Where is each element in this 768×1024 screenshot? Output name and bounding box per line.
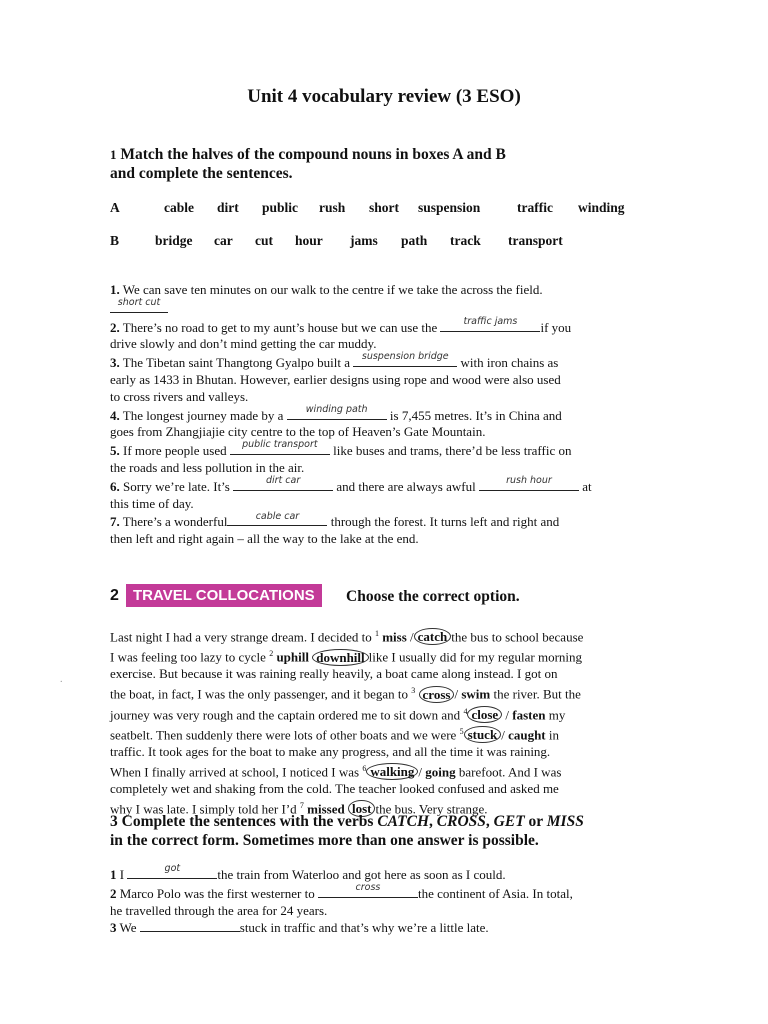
sentence-number: 1 xyxy=(110,867,117,882)
exercise-3-sentences xyxy=(110,865,658,937)
exercise-1-heading-line-2: and complete the sentences. xyxy=(110,165,293,182)
option[interactable]: fasten xyxy=(512,706,546,722)
sentence-text: at xyxy=(582,478,592,494)
sentence-1 xyxy=(110,282,650,299)
sentence-number: 2. xyxy=(110,319,120,335)
option[interactable]: going xyxy=(425,764,456,780)
exercise-1-number: 1 xyxy=(110,147,117,162)
sentence-number: 5. xyxy=(110,443,120,459)
option[interactable]: swim xyxy=(461,686,491,702)
sentence-5 xyxy=(110,441,650,460)
sentence-text: If more people used xyxy=(123,443,227,459)
box-b-word: bridge xyxy=(155,233,193,248)
sentence-text: the continent of Asia. In total, xyxy=(417,885,573,901)
exercise-2-paragraph xyxy=(110,626,658,818)
exercise-1-sentences xyxy=(110,282,650,548)
option-circled[interactable]: downhill xyxy=(312,649,368,666)
text: the boat, in fact, I was the only passenger, and it began to xyxy=(110,686,409,702)
handwritten-answer: public transport xyxy=(242,439,318,451)
handwritten-answer: winding path xyxy=(305,403,368,415)
gap-number: 6 xyxy=(362,763,367,773)
verb: CROSS xyxy=(436,813,486,830)
paragraph-line: Last night I had a very strange dream. I decided to $^1$ miss / catch the bus to school because xyxy=(110,629,584,645)
sentence-text: The Tibetan saint Thangtong Gyalpo built a xyxy=(122,355,351,371)
sentence-2-line-2: drive slowly and don’t mind getting the car muddy. xyxy=(110,336,377,352)
handwritten-answer: suspension bridge xyxy=(361,351,449,363)
box-b-label: B xyxy=(110,233,120,248)
sentence-number: 6. xyxy=(110,478,120,494)
handwritten-answer: rush hour xyxy=(506,474,552,486)
paragraph-line: When I finally arrived at school, I noticed I was $^6$ walking / going barefoot. And I was xyxy=(110,763,562,780)
verb: MISS xyxy=(546,813,584,830)
option[interactable]: miss xyxy=(382,629,407,645)
gap-number: 2 xyxy=(269,649,274,659)
sentence-2 xyxy=(110,884,658,903)
answer-field[interactable] xyxy=(287,403,387,420)
box-b-word: transport xyxy=(508,233,563,248)
exercise-3-heading-line-2: in the correct form. Sometimes more than one answer is possible. xyxy=(110,832,539,849)
answer-field[interactable] xyxy=(230,441,330,455)
answer-field[interactable] xyxy=(318,884,418,898)
text: the bus to school because xyxy=(451,629,584,645)
box-a-word: traffic xyxy=(517,200,553,215)
sentence-3-line-2: early as 1433 in Bhutan. However, earlier designs using rope and wood were also used xyxy=(110,371,561,387)
box-b-word: hour xyxy=(295,233,323,248)
verb: GET xyxy=(493,813,525,830)
sentence-text: The longest journey made by a xyxy=(122,407,284,423)
option[interactable]: missed xyxy=(307,801,345,817)
text: or xyxy=(528,813,543,830)
option[interactable]: uphill xyxy=(276,649,309,665)
sentence-text: through the forest. It turns left and right and xyxy=(330,514,560,530)
exercise-3-heading: 3 Complete the sentences with the verbs CATCH, CROSS, GET or MISS in the correct form. Sometimes more than one answer is possible. xyxy=(110,813,584,849)
sentence-text: There’s no road to get to my aunt’s house but we can use the xyxy=(122,319,438,335)
text: seatbelt. Then suddenly there were lots of other boats and we were xyxy=(110,727,457,743)
text: why I was late. I simply told her I’d xyxy=(110,801,297,817)
sentence-3 xyxy=(110,353,650,372)
box-a-word: dirt xyxy=(217,200,239,215)
text: like I usually did for my regular morning xyxy=(368,649,583,665)
text: the river. But the xyxy=(493,686,581,702)
sentence-7-line-2: then left and right again – all the way to the lake at the end. xyxy=(110,531,419,547)
sentence-7 xyxy=(110,512,650,531)
sentence-text: if you xyxy=(540,319,572,335)
answer-field[interactable] xyxy=(479,474,579,491)
paragraph-line: seatbelt. Then suddenly there were lots of other boats and we were $^5$ stuck / caught in xyxy=(110,726,559,743)
sentence-text: with iron chains as xyxy=(460,355,559,371)
paragraph-line: traffic. It took ages for the boat to make any progress, and all the time it was raining. xyxy=(110,744,551,760)
travel-collocations-badge: TRAVEL COLLOCATIONS xyxy=(126,584,322,607)
sentence-text: I xyxy=(119,867,125,882)
paragraph-line: completely wet and shaking from the cold. The teacher looked confused and asked me xyxy=(110,781,559,797)
handwritten-answer: short cut xyxy=(117,297,161,308)
exercise-1-heading-line-1: Match the halves of the compound nouns in boxes A and B xyxy=(120,146,506,163)
box-a-row xyxy=(0,200,768,218)
verb: CATCH xyxy=(377,813,430,830)
handwritten-answer: cross xyxy=(355,882,381,893)
sentence-number: 3 xyxy=(110,920,117,936)
text: When I finally arrived at school, I noticed I was xyxy=(110,764,360,780)
answer-field[interactable] xyxy=(233,474,333,491)
box-b-word: path xyxy=(401,233,428,248)
handwritten-answer: dirt car xyxy=(265,474,301,486)
text: Last night I had a very strange dream. I decided to xyxy=(110,629,372,645)
box-a-word: rush xyxy=(319,200,346,215)
sentence-2 xyxy=(110,315,650,337)
sentence-3 xyxy=(110,919,658,937)
box-b-word: cut xyxy=(255,233,273,248)
box-a-word: suspension xyxy=(418,200,481,215)
sentence-number: 7. xyxy=(110,514,120,530)
box-a-label: A xyxy=(110,200,120,215)
answer-field[interactable] xyxy=(127,865,217,879)
sentence-text: is 7,455 metres. It’s in China and xyxy=(389,407,562,423)
answer-field[interactable] xyxy=(353,353,457,367)
gap-number: 3 xyxy=(411,686,416,696)
sentence-1-answer-line xyxy=(110,299,650,318)
option-circled[interactable]: lost xyxy=(348,800,376,817)
sentence-2-line-2: he travelled through the area for 24 years. xyxy=(110,902,328,918)
handwritten-answer: cable car xyxy=(255,510,300,522)
box-a-word: public xyxy=(262,200,299,215)
text: my xyxy=(548,706,566,722)
paragraph-line: exercise. But because it was raining really heavily, a boat came along instead. I got on xyxy=(110,666,558,682)
sentence-number: 3. xyxy=(110,355,120,371)
gap-number: 5 xyxy=(459,726,464,736)
box-b-row xyxy=(0,233,768,251)
sentence-text: Marco Polo was the first westerner to xyxy=(119,885,315,901)
gap-number: 7 xyxy=(299,801,304,811)
text: the bus. Very strange. xyxy=(375,801,488,817)
exercise-1-heading xyxy=(110,145,506,183)
box-a-word: short xyxy=(369,200,399,215)
sentence-text: stuck in traffic and that’s why we’re a little late. xyxy=(239,920,489,936)
sentence-text: We xyxy=(119,920,137,936)
sentence-text: We can save ten minutes on our walk to the centre if we take the across the field. xyxy=(122,282,543,297)
exercise-2-instruction: Choose the correct option. xyxy=(346,588,520,605)
stray-mark: . xyxy=(60,674,63,685)
gap-number: 1 xyxy=(374,629,379,638)
sentence-6-line-2: this time of day. xyxy=(110,495,194,511)
box-b-word: track xyxy=(450,233,481,248)
sentence-5-line-2: the roads and less pollution in the air. xyxy=(110,459,305,475)
sentence-number: 2 xyxy=(110,885,117,901)
option-circled[interactable]: stuck xyxy=(464,726,502,743)
box-b-word: car xyxy=(214,233,233,248)
box-b-word: jams xyxy=(350,233,378,248)
option-circled[interactable]: cross xyxy=(419,686,455,703)
sentence-number: 1. xyxy=(110,282,120,297)
sentence-3-line-3: to cross rivers and valleys. xyxy=(110,388,249,404)
text: journey was very rough and the captain ordered me to sit down and xyxy=(110,706,461,722)
handwritten-answer: traffic jams xyxy=(463,315,518,327)
sentence-4 xyxy=(110,403,650,425)
option-circled[interactable]: walking xyxy=(366,763,418,780)
page-title: Unit 4 vocabulary review (3 ESO) xyxy=(247,86,521,107)
answer-field[interactable] xyxy=(440,315,540,332)
handwritten-answer: got xyxy=(164,863,181,875)
box-a-word: winding xyxy=(578,200,625,215)
answer-field[interactable] xyxy=(227,512,327,526)
text: in xyxy=(548,727,559,743)
sentence-number: 4. xyxy=(110,407,120,423)
text: I was feeling too lazy to cycle xyxy=(110,649,266,665)
answer-field[interactable] xyxy=(140,919,240,932)
paragraph-line: the boat, in fact, I was the only passenger, and it began to $^3$ cross / swim the river. But the xyxy=(110,686,581,702)
sentence-4-line-2: goes from Zhangjiajie city centre to the top of Heaven’s Gate Mountain. xyxy=(110,424,486,440)
exercise-2-number: 2 xyxy=(110,587,119,604)
sentence-text: and there are always awful xyxy=(336,478,476,494)
answer-field[interactable] xyxy=(110,299,168,313)
exercise-3-heading-text: 3 Complete the sentences with the verbs xyxy=(110,813,374,830)
sentence-text: Sorry we’re late. It’s xyxy=(123,478,230,494)
text: barefoot. And I was xyxy=(458,764,562,780)
sentence-text: like buses and trams, there’d be less traffic on xyxy=(333,443,572,459)
option[interactable]: caught xyxy=(508,727,546,743)
gap-number: 4 xyxy=(463,706,468,716)
sentence-6 xyxy=(110,474,650,496)
option-circled[interactable]: catch xyxy=(414,628,452,645)
option-circled[interactable]: close xyxy=(467,706,502,723)
sentence-text: There’s a wonderful xyxy=(122,514,228,530)
paragraph-line: journey was very rough and the captain ordered me to sit down and $^4$ close / fasten my xyxy=(110,706,566,722)
sentence-text: the train from Waterloo and got here as soon as I could. xyxy=(217,867,506,882)
box-a-word: cable xyxy=(164,200,194,215)
paragraph-line xyxy=(110,646,658,666)
